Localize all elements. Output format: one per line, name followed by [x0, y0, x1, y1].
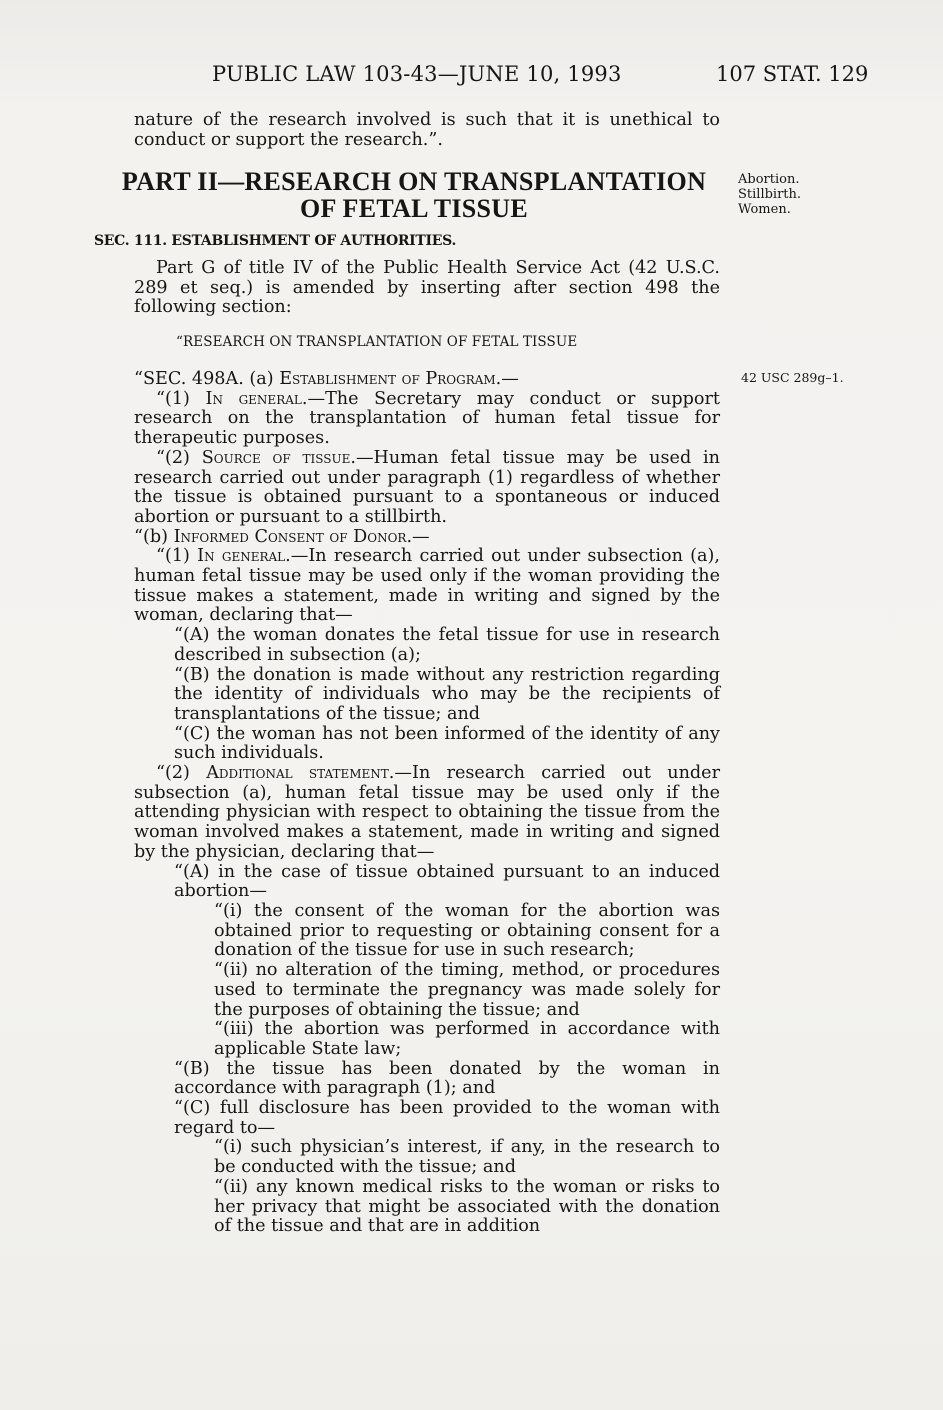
a1-prefix: “(1)	[156, 388, 206, 409]
intro-paragraph	[134, 111, 720, 150]
b2-head: Additional statement.	[206, 763, 395, 784]
section-498a-body	[134, 370, 720, 1237]
subsection-b-heading	[134, 528, 720, 548]
b-tail: —	[412, 526, 430, 547]
clause-b2Aiii: “(iii) the abortion was performed in accordance with applicable State law;	[214, 1019, 720, 1059]
a2-head: Source of tissue.	[201, 447, 356, 468]
part-title	[114, 168, 714, 222]
b2-text: —In research carried out under subsection (a), human fetal tissue may be used only if the attending physician with respect to obtaining the tissue from the woman involved makes a statement, made in writing and signed by the physician, declaring that—	[134, 763, 720, 862]
clause-b2C: “(C) full disclosure has been provided to the woman with regard to—	[174, 1098, 720, 1138]
clause-b2Ai: “(i) the consent of the woman for the abortion was obtained prior to requesting or obtaining consent for a donation of the tissue for use in such research;	[214, 900, 720, 961]
b1-text: —In research carried out under subsection (a), human fetal tissue may be used only if the woman providing the tissue makes a statement, made in writing and signed by the woman, declaring that—	[134, 546, 720, 626]
margin-note-abortion: Abortion.	[738, 172, 800, 187]
sec-498a-prefix: “SEC. 498A. (a)	[134, 369, 280, 389]
clause-b1A: “(A) the woman donates the fetal tissue for use in research described in subsection (a);	[174, 625, 720, 665]
clause-b2Ci: “(i) such physician’s interest, if any, in the research to be conducted with the tissue; and	[214, 1137, 720, 1178]
b1-prefix: “(1)	[156, 546, 198, 567]
intro-text: nature of the research involved is such that it is unethical to conduct or support the research.”.	[134, 110, 720, 150]
margin-note-stillbirth: Stillbirth.	[738, 187, 802, 202]
sec-498a-head: Establishment of Program.	[279, 369, 502, 389]
part-title-line-1: PART II—RESEARCH ON TRANSPLANTATION	[121, 167, 707, 196]
running-header: PUBLIC LAW 103-43—JUNE 10, 1993	[212, 62, 622, 86]
b-prefix: “(b)	[134, 526, 174, 547]
part-title-line-2: OF FETAL TISSUE	[300, 194, 528, 223]
subsection-a-heading	[134, 370, 720, 390]
a1-text: —The Secretary may conduct or support research on the transplantation of human fetal tissue for therapeutic purposes.	[134, 388, 720, 449]
margin-note	[738, 172, 801, 217]
a1-head: In general.	[205, 388, 308, 409]
paragraph-b1	[134, 547, 720, 626]
clause-b2A: “(A) in the case of tissue obtained pursuant to an induced abortion—	[174, 861, 720, 902]
margin-note-women: Women.	[738, 202, 791, 217]
a2-text: —Human fetal tissue may be used in research carried out under paragraph (1) regardless of whether the tissue is obtained pursuant to a spontaneous or induced abortion or pursuant to a stillbirth.	[134, 447, 720, 527]
clause-b2B: “(B) the tissue has been donated by the woman in accordance with paragraph (1); and	[174, 1058, 720, 1099]
page-citation: 107 STAT. 129	[716, 62, 869, 86]
clause-b1B: “(B) the donation is made without any restriction regarding the identity of individuals who may be the recipients of transplantations of the tissue; and	[174, 664, 720, 724]
inserted-section-heading: “RESEARCH ON TRANSPLANTATION OF FETAL TISSUE	[176, 334, 578, 350]
paragraph-b2	[134, 764, 720, 863]
clause-b2Aii: “(ii) no alteration of the timing, method, or procedures used to terminate the pregnancy was made solely for the purposes of obtaining the tissue; and	[214, 960, 720, 1020]
section-text: Part G of title IV of the Public Health Service Act (42 U.S.C. 289 et seq.) is amended by inserting after section 498 the following section:	[134, 258, 720, 318]
margin-usc-citation: 42 USC 289g–1.	[741, 370, 844, 385]
a2-prefix: “(2)	[156, 447, 202, 468]
paragraph-a1	[134, 390, 720, 449]
b1-head: In general.	[197, 546, 291, 567]
section-heading: SEC. 111. ESTABLISHMENT OF AUTHORITIES.	[94, 233, 457, 249]
paragraph-a2	[134, 449, 720, 528]
clause-b2Cii: “(ii) any known medical risks to the woman or risks to her privacy that might be associated with the donation of the tissue and that are in addition	[214, 1176, 720, 1237]
sec-498a-tail: —	[501, 369, 519, 389]
b-head: Informed Consent of Donor.	[173, 526, 413, 547]
section-paragraph	[134, 259, 720, 318]
b2-prefix: “(2)	[156, 763, 207, 784]
clause-b1C: “(C) the woman has not been informed of the identity of any such individuals.	[174, 723, 720, 764]
